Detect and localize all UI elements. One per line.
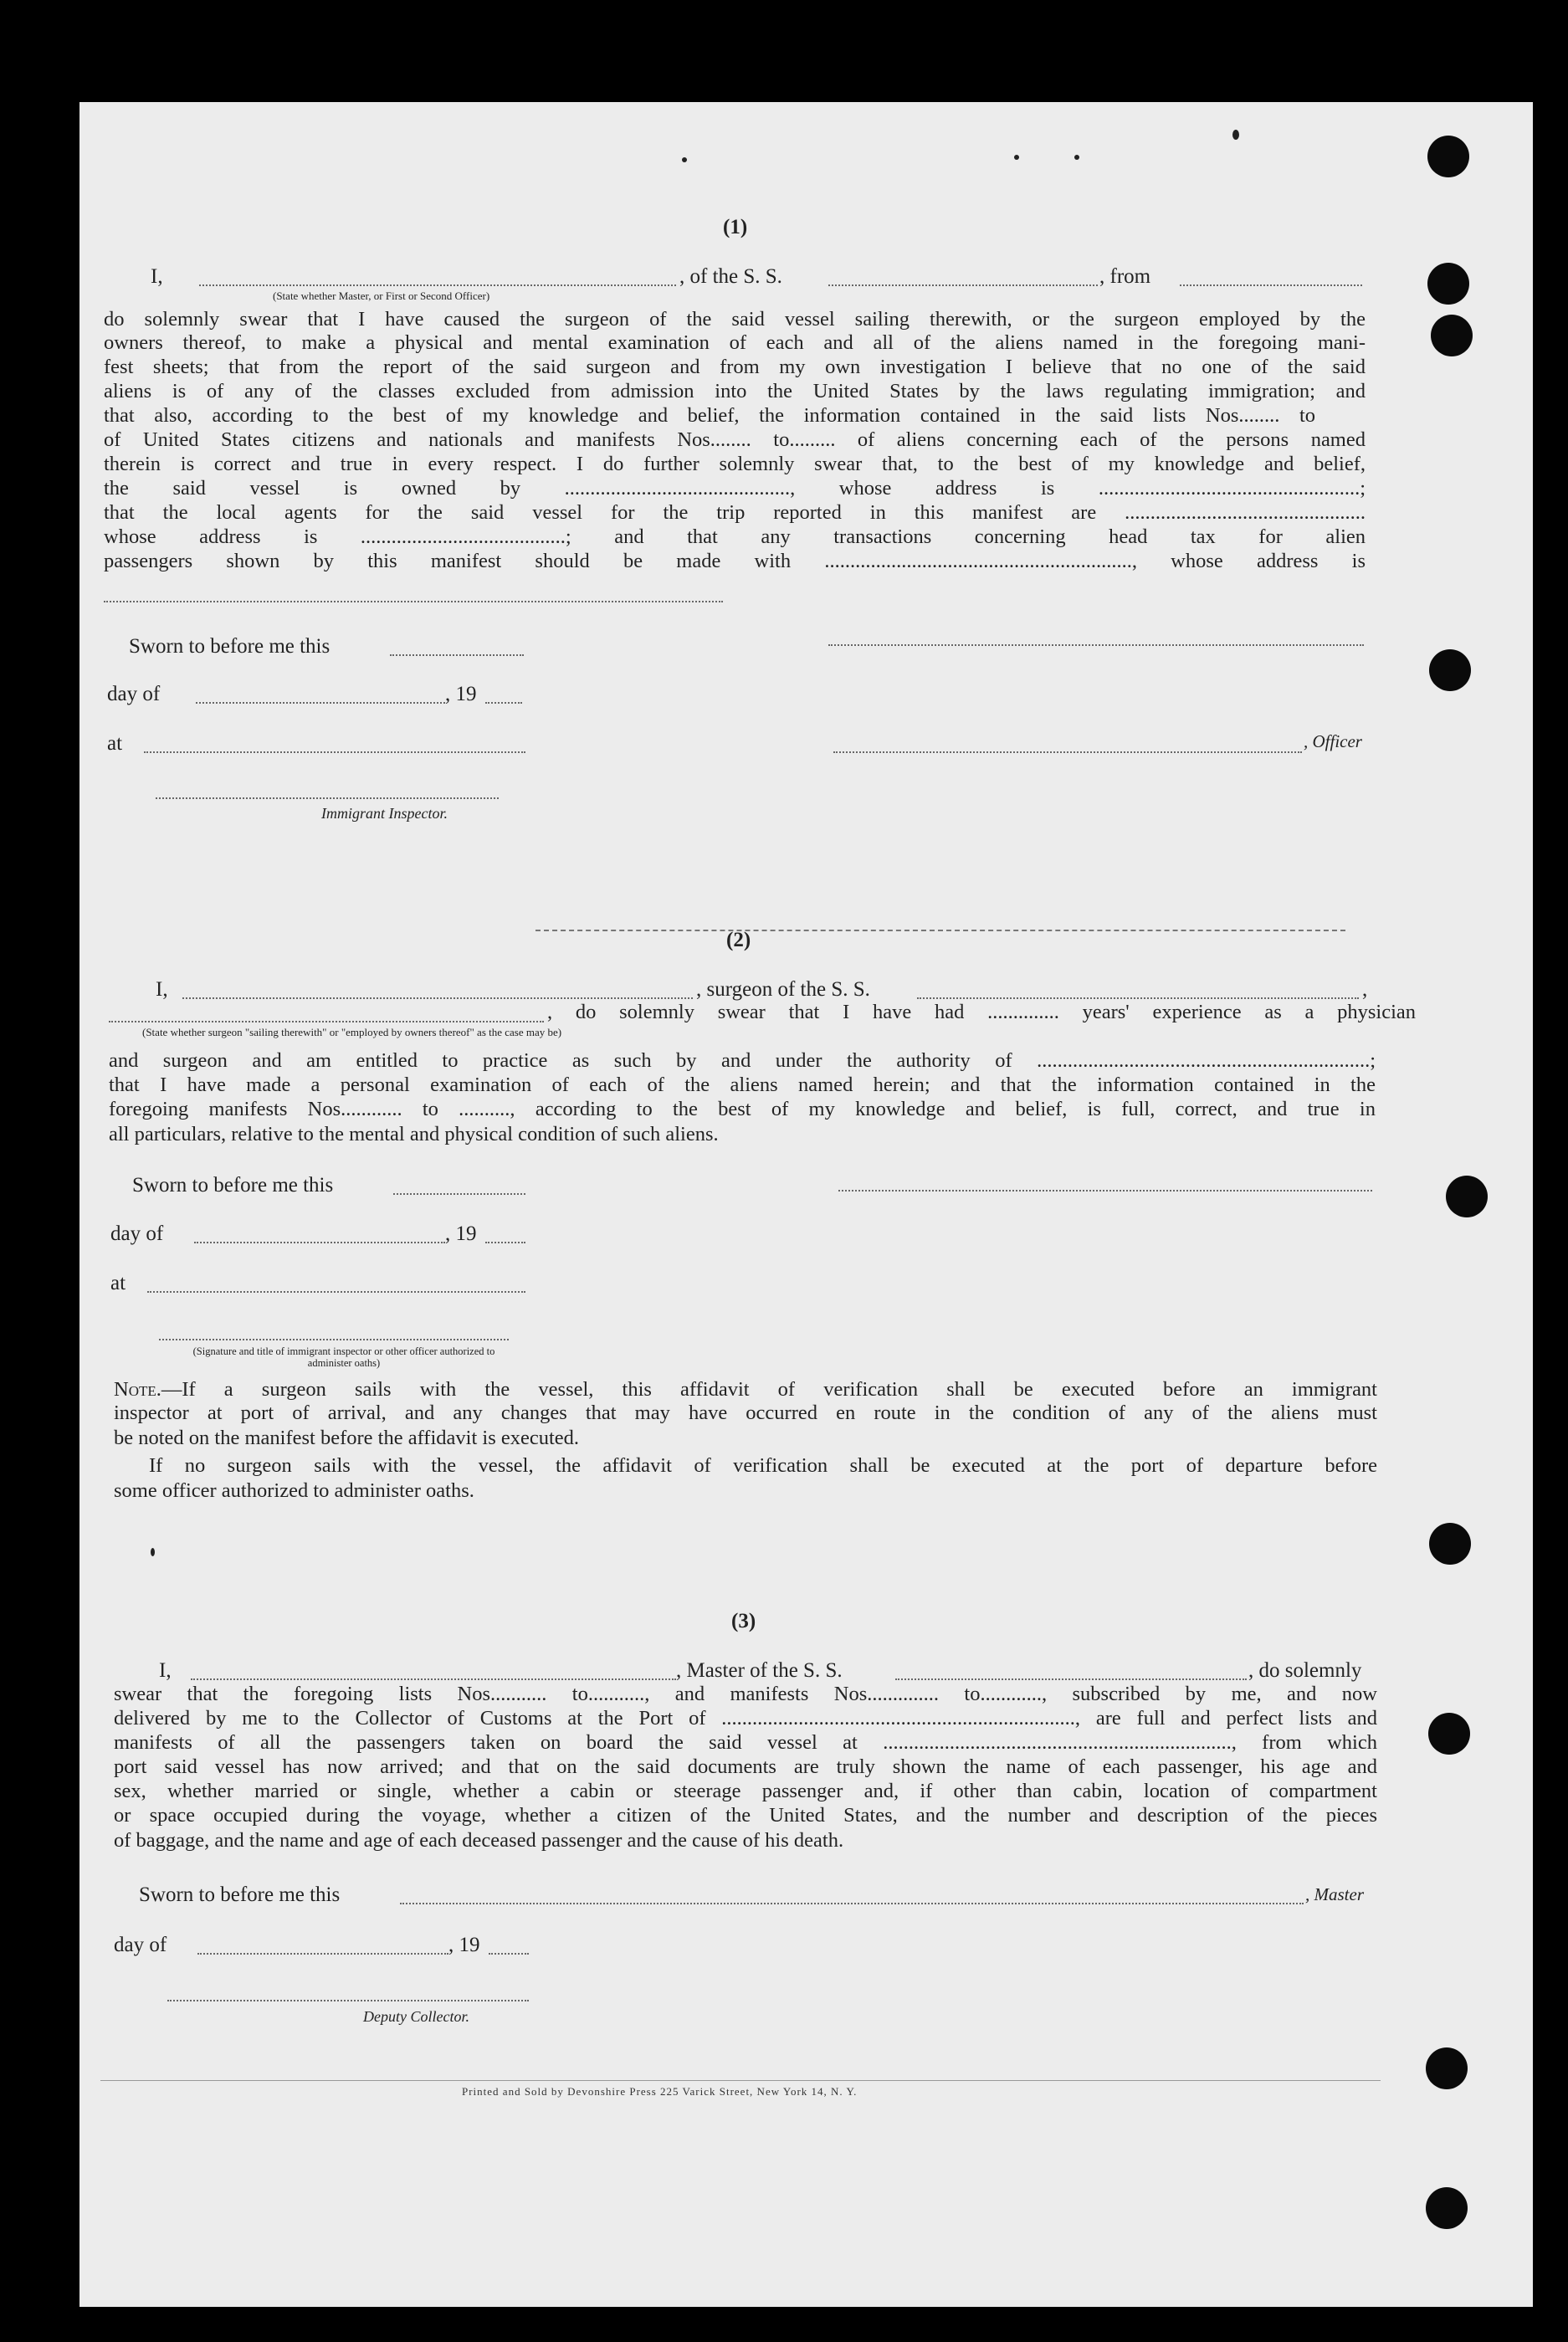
punch-hole	[1431, 315, 1473, 356]
s3-collector-signature-blank	[167, 2000, 529, 2001]
s1-body-line: passengers shown by this manifest should be made with ............................................................, whose address is	[104, 550, 1366, 572]
punch-hole	[1427, 136, 1469, 177]
s3-collector-label: Deputy Collector.	[363, 2008, 469, 2025]
s3-master-label: , Master	[1305, 1884, 1364, 1904]
s3-body-line: of baggage, and the name and age of each deceased passenger and the cause of his death.	[114, 1829, 844, 1852]
s1-line1-mid: , of the S. S.	[679, 265, 782, 288]
punch-hole	[1428, 1713, 1470, 1755]
s2-vessel-blank	[917, 997, 1359, 999]
s3-sworn-label: Sworn to before me this	[139, 1883, 341, 1906]
s1-line1-end: , from	[1099, 265, 1151, 288]
section-1-number: (1)	[723, 216, 748, 238]
s2-note-text: —If a surgeon sails with the vessel, this affidavit of verification shall be executed before an immigrant	[161, 1378, 1377, 1401]
s3-year-blank	[489, 1953, 529, 1955]
s2-inspector-signature-blank	[159, 1339, 509, 1340]
s1-body-line: that the local agents for the said vessel for the trip reported in this manifest are ...............................................	[104, 501, 1366, 524]
s2-body-line: all particulars, relative to the mental and physical condition of such aliens.	[109, 1123, 719, 1145]
s1-headtax-address-blank	[104, 601, 723, 602]
s2-signature-line	[838, 1190, 1372, 1191]
s2-note-line: If no surgeon sails with the vessel, the affidavit of verification shall be executed at the port of departure before	[149, 1454, 1377, 1477]
s2-note-label: Note.	[114, 1378, 161, 1401]
s3-line1-mid: , Master of the S. S.	[676, 1659, 843, 1682]
s1-vessel-blank	[828, 284, 1098, 286]
ink-speck	[682, 157, 687, 162]
s3-body-line: or space occupied during the voyage, whether a citizen of the United States, and the number and description of the pieces	[114, 1804, 1377, 1827]
s3-body-line: sex, whether married or single, whether a cabin or steerage passenger and, if other than cabin, location of compartment	[114, 1780, 1377, 1802]
s1-body-line: owners thereof, to make a physical and mental examination of each and all of the aliens named in the foregoing mani-	[104, 331, 1366, 354]
s3-body-line: manifests of all the passengers taken on board the said vessel at ...................................................................., from which	[114, 1731, 1377, 1754]
s1-body-line: the said vessel is owned by ............................................, whose address is ...................................................;	[104, 477, 1366, 500]
s1-headtax-address-blank-2	[828, 644, 1364, 646]
printer-imprint: Printed and Sold by Devonshire Press 225 Varick Street, New York 14, N. Y.	[462, 2085, 858, 2098]
s3-line1-end: , do solemnly	[1248, 1659, 1362, 1682]
punch-hole	[1446, 1176, 1488, 1217]
s1-officer-label: , Officer	[1304, 731, 1362, 751]
s3-vessel-blank	[895, 1678, 1247, 1680]
s2-note-line	[114, 1377, 1377, 1402]
s2-body-line: foregoing manifests Nos............ to .........., according to the best of my knowledge and belief, is full, correct, and true in	[109, 1098, 1376, 1120]
s3-sworn-blank	[400, 1903, 1304, 1904]
s2-surgeon-name-blank	[182, 997, 693, 999]
s2-note-line: be noted on the manifest before the affidavit is executed.	[114, 1427, 580, 1449]
s3-master-name-blank	[191, 1678, 676, 1680]
s3-day-blank	[197, 1953, 448, 1955]
s3-body-line: swear that the foregoing lists Nos........... to..........., and manifests Nos.............. to............, subscribed by me, and now	[114, 1683, 1377, 1705]
s1-year-blank	[485, 702, 522, 704]
s1-sworn-label: Sworn to before me this	[129, 635, 331, 658]
punch-hole	[1429, 649, 1471, 691]
s2-line2-note: (State whether surgeon "sailing therewith" or "employed by owners thereof" as the case may be)	[142, 1026, 562, 1038]
section-2-number: (2)	[726, 929, 751, 951]
s2-body-line: that I have made a personal examination of each of the aliens named herein; and that the information contained in the	[109, 1074, 1376, 1096]
punch-hole	[1426, 2187, 1468, 2229]
s2-line1-prefix: I,	[156, 978, 168, 1001]
section-3-number: (3)	[731, 1610, 756, 1632]
s1-body-line: whose address is ........................................; and that any transactions concerning head tax for alien	[104, 525, 1366, 548]
s1-line1-note: (State whether Master, or First or Second Officer)	[273, 290, 490, 302]
s1-sworn-blank	[390, 654, 524, 656]
s2-sworn-blank	[393, 1193, 525, 1195]
s2-note-line: some officer authorized to administer oaths.	[114, 1479, 474, 1502]
s2-at-blank	[147, 1291, 525, 1293]
s2-line2: , do solemnly swear that I have had .............. years' experience as a physician	[547, 1001, 1416, 1023]
punch-hole	[1426, 2047, 1468, 2089]
s1-at-label: at	[107, 732, 123, 755]
s3-day-of-label: day of	[114, 1934, 167, 1956]
s2-day-blank	[194, 1242, 445, 1243]
s1-at-blank	[144, 751, 525, 753]
s3-year-label: , 19	[448, 1934, 480, 1956]
punch-hole	[1427, 263, 1469, 305]
s1-officer-blank	[199, 284, 676, 286]
s1-body-line: that also, according to the best of my knowledge and belief, the information contained in the said lists Nos........ to	[104, 404, 1315, 427]
section-divider	[535, 930, 1345, 931]
s1-body-line: aliens is of any of the classes excluded from admission into the United States by the laws regulating immigration; and	[104, 380, 1366, 402]
s2-year-label: , 19	[445, 1222, 477, 1245]
s2-day-of-label: day of	[110, 1222, 164, 1245]
s1-day-of-label: day of	[107, 683, 161, 705]
footer-rule	[100, 2080, 1381, 2081]
ink-speck	[1074, 155, 1079, 160]
s2-surgeon-type-blank	[109, 1021, 544, 1022]
s2-body-line: and surgeon and am entitled to practice as such by and under the authority of .................................................................;	[109, 1049, 1376, 1072]
ink-speck	[151, 1548, 155, 1556]
s2-line1-comma: ,	[1362, 978, 1368, 1001]
s2-signature-note: (Signature and title of immigrant inspector or other officer authorized to administer oaths)	[192, 1345, 495, 1369]
s1-body-line: fest sheets; that from the report of the said surgeon and from my own investigation I believe that no one of the said	[104, 356, 1366, 378]
s1-body-line: therein is correct and true in every respect. I do further solemnly swear that, to the best of my knowledge and belief,	[104, 453, 1366, 475]
s1-from-blank	[1180, 284, 1362, 286]
s1-year-label: , 19	[445, 683, 477, 705]
s2-note-line: inspector at port of arrival, and any changes that may have occurred en route in the condition of any of the aliens must	[114, 1402, 1377, 1424]
s1-inspector-label: Immigrant Inspector.	[321, 805, 448, 822]
s2-line1-mid: , surgeon of the S. S.	[696, 978, 870, 1001]
s3-line1-prefix: I,	[159, 1659, 172, 1682]
s1-line1-prefix: I,	[151, 265, 163, 288]
s1-day-blank	[196, 702, 445, 704]
s2-at-label: at	[110, 1272, 126, 1294]
ink-speck	[1014, 155, 1019, 160]
s1-body-line: do solemnly swear that I have caused the surgeon of the said vessel sailing therewith, or the surgeon employed by the	[104, 308, 1366, 331]
s1-officer-signature-blank	[833, 751, 1302, 753]
s3-body-line: delivered by me to the Collector of Customs at the Port of ....................................................................., are full and perfect lists and	[114, 1707, 1377, 1730]
s2-sworn-label: Sworn to before me this	[132, 1174, 334, 1197]
ink-speck	[1232, 130, 1239, 140]
s2-year-blank	[485, 1242, 525, 1243]
s1-inspector-signature-blank	[156, 797, 499, 799]
s3-body-line: port said vessel has now arrived; and that on the said documents are truly shown the name of each passenger, his age and	[114, 1755, 1377, 1778]
punch-hole	[1429, 1523, 1471, 1565]
s1-body-line: of United States citizens and nationals and manifests Nos........ to......... of aliens concerning each of the persons named	[104, 428, 1366, 451]
